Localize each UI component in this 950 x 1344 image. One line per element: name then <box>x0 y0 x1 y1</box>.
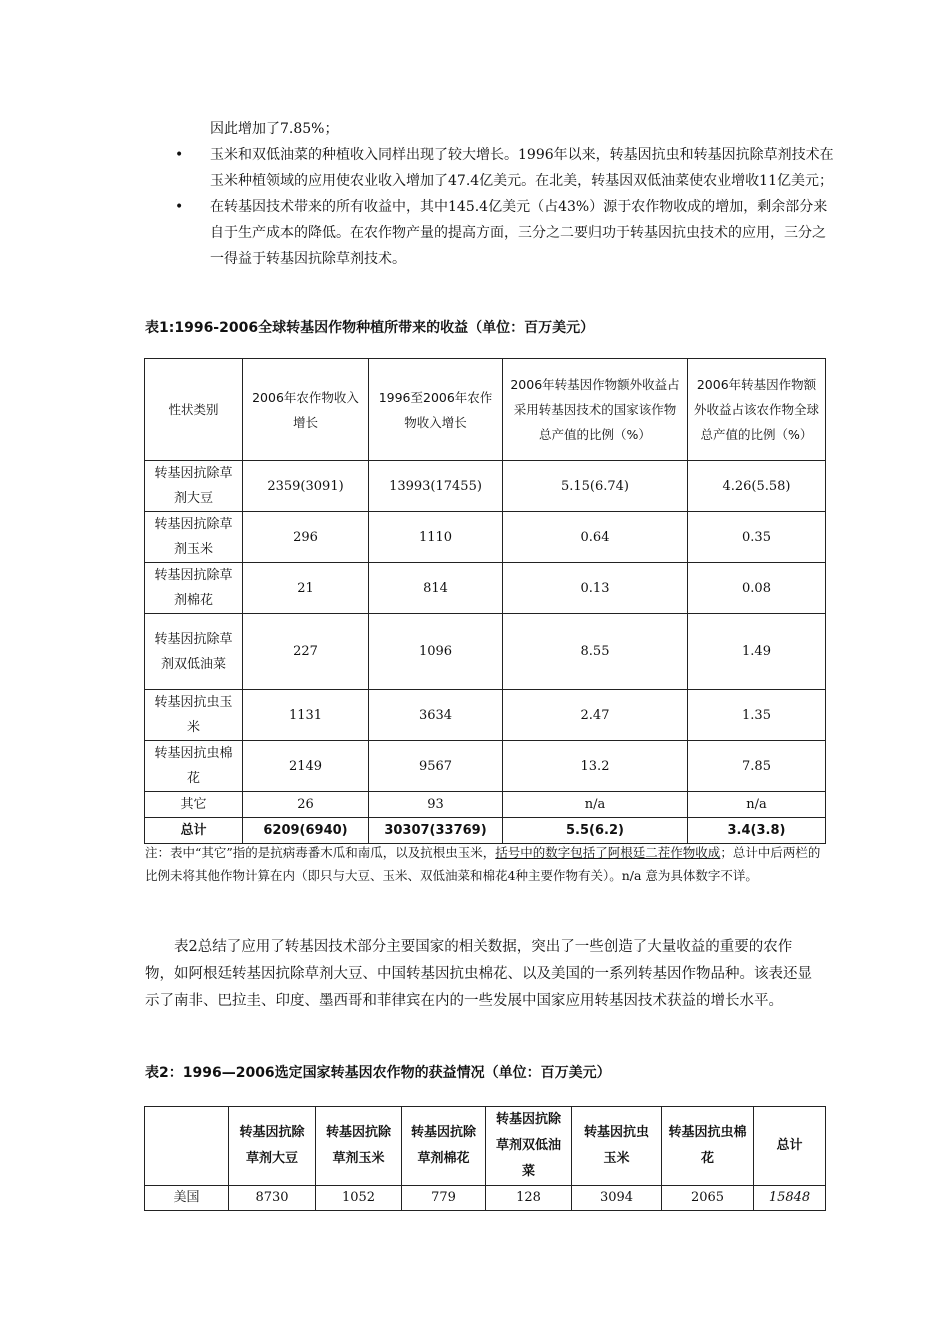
table2-header-cell: 转基因抗除草剂棉花 <box>402 1107 486 1186</box>
table-cell: 转基因抗除草剂棉花 <box>145 563 243 614</box>
table1-header-row <box>145 359 826 461</box>
table-cell: 227 <box>243 614 369 690</box>
note-text: ；总计中后两栏的比例未将其他作物计算在内（即只与大豆、玉米、双低油菜和棉花4种主要作物有关）。n/a 意为具体数字不详。 <box>145 845 821 883</box>
table-cell: 1131 <box>243 690 369 741</box>
bullet-icon: • <box>175 199 184 215</box>
note-underlined-text: 括号中的数字包括了阿根廷二茬作物收成 <box>495 845 721 860</box>
table-cell: n/a <box>503 792 688 818</box>
table1-header-cell: 2006年转基因作物额外收益占采用转基因技术的国家该作物总产值的比例（%） <box>503 359 688 461</box>
table-cell: 2149 <box>243 741 369 792</box>
table-row <box>145 512 826 563</box>
table2-header-row <box>145 1107 826 1186</box>
table1 <box>144 358 826 844</box>
table-cell: 6209(6940) <box>243 818 369 844</box>
table-cell: 93 <box>369 792 503 818</box>
table-cell: 30307(33769) <box>369 818 503 844</box>
body-paragraph: 表2总结了应用了转基因技术部分主要国家的相关数据，突出了一些创造了大量收益的重要的农作物，如阿根廷转基因抗除草剂大豆、中国转基因抗虫棉花、以及美国的一系列转基因作物品种。该表还显示了南非、巴拉圭、印度、墨西哥和菲律宾在内的一些发展中国家应用转基因技术获益的增长水平。 <box>145 939 812 1009</box>
table-cell: 26 <box>243 792 369 818</box>
table-cell: n/a <box>688 792 826 818</box>
table2-header-cell <box>145 1107 229 1186</box>
table2 <box>144 1106 826 1211</box>
table-cell: 转基因抗虫玉米 <box>145 690 243 741</box>
table1-header-cell: 2006年转基因作物额外收益占该农作物全球总产值的比例（%） <box>688 359 826 461</box>
table1-caption: 表1:1996-2006全球转基因作物种植所带来的收益（单位：百万美元） <box>145 320 595 336</box>
table-cell: 总计 <box>145 818 243 844</box>
table1-header-cell: 1996至2006年农作物收入增长 <box>369 359 503 461</box>
table-cell: 2065 <box>662 1186 754 1211</box>
table-cell: 0.64 <box>503 512 688 563</box>
table2-header-cell: 转基因抗除草剂玉米 <box>316 1107 402 1186</box>
table-cell: 转基因抗除草剂玉米 <box>145 512 243 563</box>
table-cell: 5.15(6.74) <box>503 461 688 512</box>
table-cell: 3.4(3.8) <box>688 818 826 844</box>
table-cell: 2359(3091) <box>243 461 369 512</box>
table2-header-cell: 总计 <box>754 1107 826 1186</box>
table-row <box>145 741 826 792</box>
table2-header-cell: 转基因抗除草剂大豆 <box>229 1107 316 1186</box>
table-cell: 15848 <box>754 1186 826 1211</box>
table-cell: 8730 <box>229 1186 316 1211</box>
bullet-item <box>175 194 835 272</box>
table1-total-row <box>145 818 826 844</box>
table2-header-cell: 转基因抗虫棉花 <box>662 1107 754 1186</box>
table-cell: 13993(17455) <box>369 461 503 512</box>
table-cell: 5.5(6.2) <box>503 818 688 844</box>
table-cell: 2.47 <box>503 690 688 741</box>
table-cell: 13.2 <box>503 741 688 792</box>
table-cell: 美国 <box>145 1186 229 1211</box>
table-cell: 0.08 <box>688 563 826 614</box>
table-cell: 1096 <box>369 614 503 690</box>
table-cell: 0.13 <box>503 563 688 614</box>
bullet-text: 玉米和双低油菜的种植收入同样出现了较大增长。1996年以来，转基因抗虫和转基因抗除草剂技术在玉米种植领域的应用使农业收入增加了47.4亿美元。在北美，转基因双低油菜使农业增收11亿美元； <box>210 147 834 189</box>
table-cell: 814 <box>369 563 503 614</box>
table-cell: 128 <box>486 1186 572 1211</box>
table-cell: 转基因抗除草剂大豆 <box>145 461 243 512</box>
bullet-continuation: 因此增加了7.85%； <box>210 121 339 137</box>
table1-note <box>145 841 825 887</box>
table-cell: 296 <box>243 512 369 563</box>
table-cell: 转基因抗虫棉花 <box>145 741 243 792</box>
table2-caption: 表2：1996—2006选定国家转基因农作物的获益情况（单位：百万美元） <box>145 1065 611 1081</box>
table-row <box>145 792 826 818</box>
table-cell: 3634 <box>369 690 503 741</box>
table-cell: 1.35 <box>688 690 826 741</box>
bullet-text: 在转基因技术带来的所有收益中，其中145.4亿美元（占43%）源于农作物收成的增加，剩余部分来自于生产成本的降低。在农作物产量的提高方面，三分之二要归功于转基因抗虫技术的应用，三分之一得益于转基因抗除草剂技术。 <box>210 199 828 267</box>
table-cell: 9567 <box>369 741 503 792</box>
table-row <box>145 1186 826 1211</box>
table-cell: 21 <box>243 563 369 614</box>
table-cell: 4.26(5.58) <box>688 461 826 512</box>
table-cell: 7.85 <box>688 741 826 792</box>
table-row <box>145 690 826 741</box>
bullet-item <box>175 142 835 194</box>
table2-header-cell: 转基因抗虫玉米 <box>572 1107 662 1186</box>
table-row <box>145 461 826 512</box>
table2-header-cell: 转基因抗除草剂双低油菜 <box>486 1107 572 1186</box>
table-row <box>145 614 826 690</box>
table-cell: 1110 <box>369 512 503 563</box>
table-cell: 其它 <box>145 792 243 818</box>
table-row <box>145 563 826 614</box>
table1-header-cell: 2006年农作物收入增长 <box>243 359 369 461</box>
table-cell: 0.35 <box>688 512 826 563</box>
table-cell: 1052 <box>316 1186 402 1211</box>
table-cell: 779 <box>402 1186 486 1211</box>
table-cell: 转基因抗除草剂双低油菜 <box>145 614 243 690</box>
bullet-list <box>175 142 835 272</box>
note-text: 注：表中“其它”指的是抗病毒番木瓜和南瓜，以及抗根虫玉米， <box>145 845 496 860</box>
table-cell: 1.49 <box>688 614 826 690</box>
table-cell: 3094 <box>572 1186 662 1211</box>
table1-header-cell: 性状类别 <box>145 359 243 461</box>
bullet-icon: • <box>175 147 184 163</box>
table-cell: 8.55 <box>503 614 688 690</box>
